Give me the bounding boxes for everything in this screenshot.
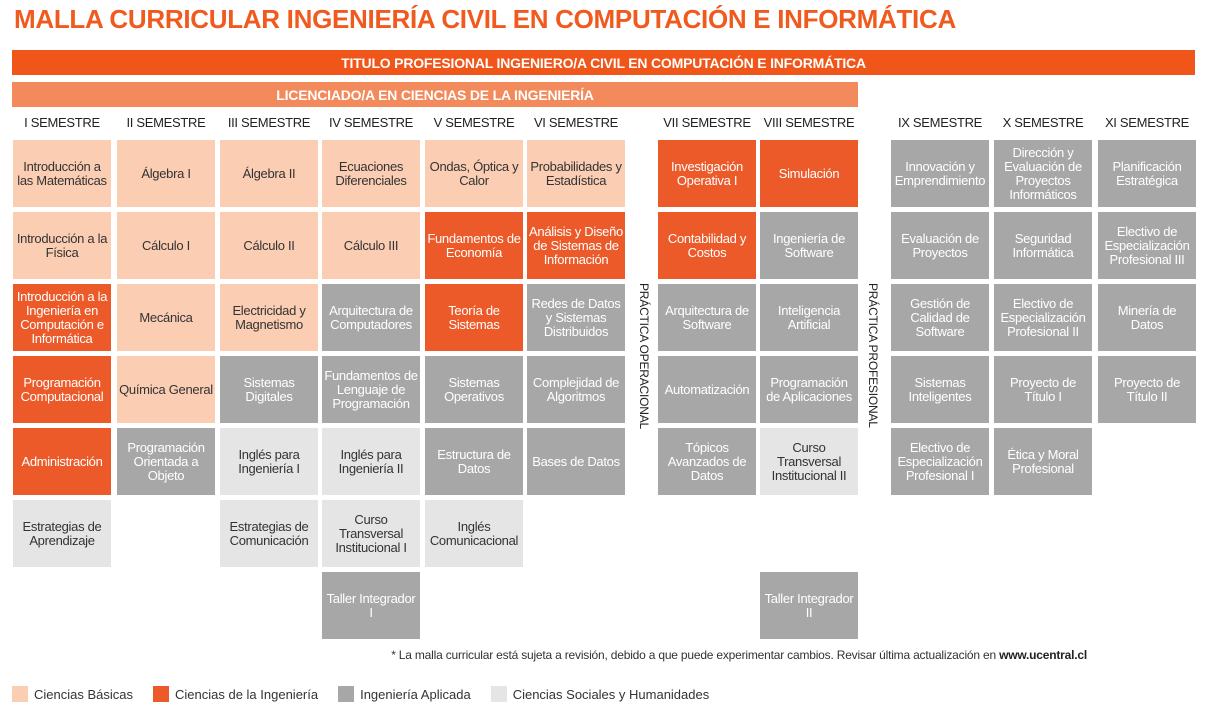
page-title: MALLA CURRICULAR INGENIERÍA CIVIL EN COMPUTACIÓN E INFORMÁTICA <box>14 4 956 34</box>
course-cell: Inteligencia Artificial <box>760 284 858 351</box>
legend-swatch <box>12 686 28 702</box>
course-cell: Electivo de Especialización Profesional I <box>891 428 989 495</box>
course-cell: Automatización <box>658 356 756 423</box>
legend-item-aplicada <box>338 686 471 702</box>
course-cell: Introducción a las Matemáticas <box>13 140 111 207</box>
course-cell: Inglés para Ingeniería II <box>322 428 420 495</box>
course-cell: Álgebra I <box>117 140 215 207</box>
course-cell: Administración <box>13 428 111 495</box>
semester-header: II SEMESTRE <box>126 115 206 130</box>
semester-header: VI SEMESTRE <box>533 115 619 130</box>
course-cell: Gestión de Calidad de Software <box>891 284 989 351</box>
course-cell: Mecánica <box>117 284 215 351</box>
course-cell: Programación Orientada a Objeto <box>117 428 215 495</box>
course-cell: Química General <box>117 356 215 423</box>
course-cell: Investigación Operativa I <box>658 140 756 207</box>
course-cell: Seguridad Informática <box>994 212 1092 279</box>
practica-profesional-label: PRÁCTICA PROFESIONAL <box>866 283 880 428</box>
legend-item-basicas <box>12 686 133 702</box>
course-cell: Taller Integrador II <box>760 572 858 639</box>
semester-header: III SEMESTRE <box>227 115 311 130</box>
legend-label: Ciencias Sociales y Humanidades <box>512 686 710 702</box>
course-cell: Minería de Datos <box>1098 284 1196 351</box>
legend-swatch <box>153 686 169 702</box>
semester-header: V SEMESTRE <box>433 115 515 130</box>
course-cell: Proyecto de Título I <box>994 356 1092 423</box>
course-cell: Programación de Aplicaciones <box>760 356 858 423</box>
course-cell: Planificación Estratégica <box>1098 140 1196 207</box>
course-cell: Sistemas Operativos <box>425 356 523 423</box>
course-cell: Complejidad de Algoritmos <box>527 356 625 423</box>
course-cell: Introducción a la Ingeniería en Computación e Informática <box>13 284 111 351</box>
course-cell: Programación Computacional <box>13 356 111 423</box>
legend-label: Ingeniería Aplicada <box>360 686 471 702</box>
course-cell: Sistemas Digitales <box>220 356 318 423</box>
course-cell: Simulación <box>760 140 858 207</box>
semester-header: X SEMESTRE <box>1002 115 1084 130</box>
course-cell: Fundamentos de Lenguaje de Programación <box>322 356 420 423</box>
legend-item-sociales <box>491 686 710 702</box>
course-cell: Tópicos Avanzados de Datos <box>658 428 756 495</box>
course-cell: Evaluación de Proyectos <box>891 212 989 279</box>
course-cell: Redes de Datos y Sistemas Distribuidos <box>527 284 625 351</box>
course-cell: Álgebra II <box>220 140 318 207</box>
legend <box>12 684 729 704</box>
course-cell: Curso Transversal Institucional I <box>322 500 420 567</box>
course-cell: Introducción a la Física <box>13 212 111 279</box>
legend-label: Ciencias Básicas <box>34 686 133 702</box>
course-cell: Ecuaciones Diferenciales <box>322 140 420 207</box>
course-cell: Sistemas Inteligentes <box>891 356 989 423</box>
course-cell: Estrategias de Comunicación <box>220 500 318 567</box>
course-cell: Innovación y Emprendimiento <box>891 140 989 207</box>
course-cell: Fundamentos de Economía <box>425 212 523 279</box>
course-cell: Proyecto de Título II <box>1098 356 1196 423</box>
course-cell: Teoría de Sistemas <box>425 284 523 351</box>
course-cell: Taller Integrador I <box>322 572 420 639</box>
course-cell: Ética y Moral Profesional <box>994 428 1092 495</box>
course-cell: Bases de Datos <box>527 428 625 495</box>
legend-swatch <box>338 686 354 702</box>
course-cell: Electricidad y Magnetismo <box>220 284 318 351</box>
semester-header: I SEMESTRE <box>24 115 100 130</box>
course-cell: Ondas, Óptica y Calor <box>425 140 523 207</box>
course-cell: Cálculo II <box>220 212 318 279</box>
course-cell: Arquitectura de Computadores <box>322 284 420 351</box>
semester-header: IX SEMESTRE <box>897 115 983 130</box>
course-cell: Curso Transversal Institucional II <box>760 428 858 495</box>
course-cell: Análisis y Diseño de Sistemas de Información <box>527 212 625 279</box>
footnote-text: * La malla curricular está sujeta a revisión, debido a que puede experimentar cambios. Revisar última actualización en <box>391 648 1000 662</box>
legend-label: Ciencias de la Ingeniería <box>175 686 319 702</box>
semester-header: VIII SEMESTRE <box>763 115 855 130</box>
semester-header: XI SEMESTRE <box>1104 115 1190 130</box>
course-cell: Ingeniería de Software <box>760 212 858 279</box>
semester-header: VII SEMESTRE <box>663 115 751 130</box>
titulo-profesional-banner: TITULO PROFESIONAL INGENIERO/A CIVIL EN COMPUTACIÓN E INFORMÁTICA <box>12 50 1195 75</box>
course-cell: Cálculo III <box>322 212 420 279</box>
semester-header: IV SEMESTRE <box>328 115 414 130</box>
course-cell: Electivo de Especialización Profesional III <box>1098 212 1196 279</box>
footnote-link[interactable]: www.ucentral.cl <box>999 648 1087 662</box>
legend-item-ingenieria <box>153 686 318 702</box>
footnote <box>391 648 1087 662</box>
course-cell: Estructura de Datos <box>425 428 523 495</box>
course-cell: Inglés Comunicacional <box>425 500 523 567</box>
practica-operacional-label: PRÁCTICA OPERACIONAL <box>637 283 651 430</box>
course-cell: Dirección y Evaluación de Proyectos Informáticos <box>994 140 1092 207</box>
course-cell: Contabilidad y Costos <box>658 212 756 279</box>
course-cell: Arquitectura de Software <box>658 284 756 351</box>
legend-swatch <box>491 686 507 702</box>
course-cell: Estrategias de Aprendizaje <box>13 500 111 567</box>
licenciado-banner: LICENCIADO/A EN CIENCIAS DE LA INGENIERÍA <box>12 82 858 107</box>
course-cell: Probabilidades y Estadística <box>527 140 625 207</box>
course-cell: Inglés para Ingeniería I <box>220 428 318 495</box>
course-cell: Electivo de Especialización Profesional II <box>994 284 1092 351</box>
course-cell: Cálculo I <box>117 212 215 279</box>
